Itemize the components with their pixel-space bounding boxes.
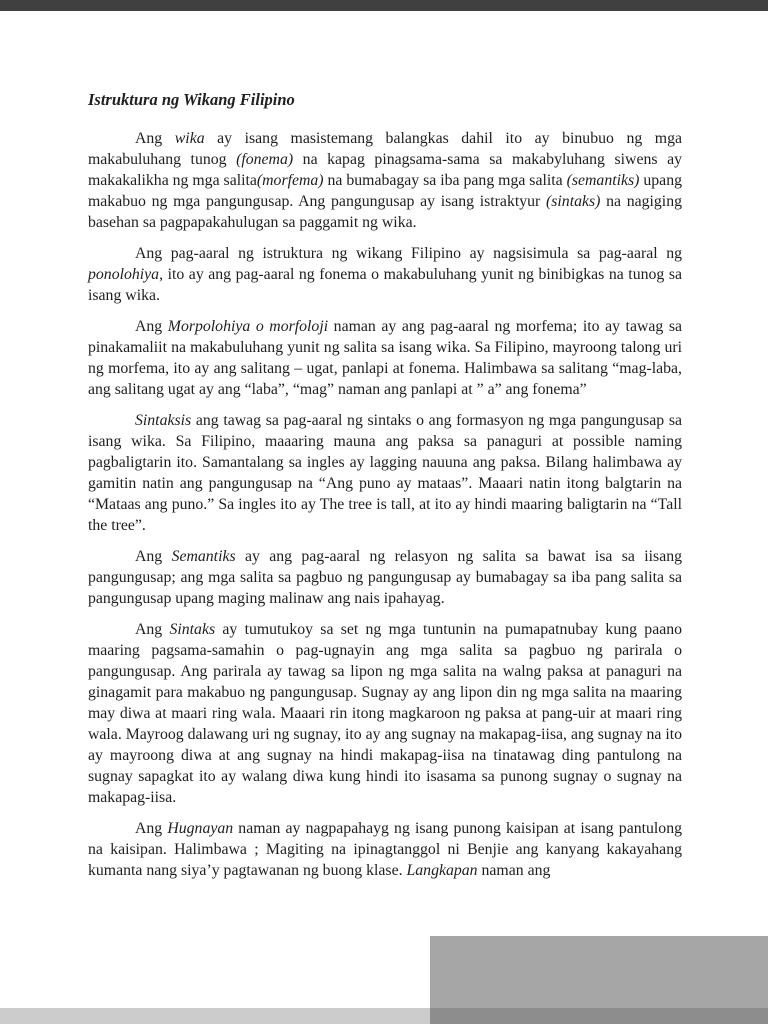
- paragraph: Ang Semantiks ay ang pag-aaral ng relasyon ng salita sa bawat isa sa iisang pangungusap; ang mga salita sa pagbuo ng pangungusap ay bumabagay sa iba pang salita sa pangungusap upang maging malinaw ang nais ipahayag.: [88, 548, 683, 607]
- paragraph: Ang pag-aaral ng istruktura ng wikang Filipino ay nagsisimula sa pag-aaral ng ponolohiya, ito ay ang pag-aaral ng fonema o makabuluhang yunit ng binibigkas na tunog sa isang wika.: [88, 245, 682, 304]
- viewer-top-bar: [0, 0, 768, 11]
- document-title: Istruktura ng Wikang Filipino: [88, 90, 295, 109]
- paragraph: Ang wika ay isang masistemang balangkas dahil ito ay binubuo ng mga makabuluhang tunog (fonema) na kapag pinagsama-sama sa makabyluhang siwens ay makakalikha ng mga salita(morfema) na bumabagay sa iba pang mga salita (semantiks) upang makabuo ng mga pangungusap. Ang pangungusap ay isang istraktyur (sintaks) na nagiging basehan sa pagpapakahulugan sa paggamit ng wika.: [88, 130, 682, 231]
- scanner-backing-right-block: [430, 936, 768, 1008]
- paragraph: Ang Hugnayan naman ay nagpapahayg ng isang punong kaisipan at isang pantulong na kaisipan. Halimbawa ; Magiting na ipinagtanggol ni Benjie ang kanyang kakayahang kumanta nang siya’y pagtawanan ng buong klase. Langkapan naman ang: [88, 820, 682, 879]
- paragraph: Sintaksis ang tawag sa pag-aaral ng sintaks o ang formasyon ng mga pangungusap sa isang wika. Sa Filipino, maaaring mauna ang paksa sa panaguri at possible naming pagbaligtarin ito. Samantalang sa ingles ay lagging nauuna ang paksa. Bilang halimbawa ay gamitin natin ang pangungusap na “Ang puno ay mataas”. Maaari natin itong balgtarin na “Mataas ang puno.” Sa ingles ito ay The tree is tall, at ito ay hindi maaring baligtarin na “Tall the tree”.: [88, 412, 682, 534]
- scanner-backing-bottom-left: [0, 1008, 430, 1024]
- scanner-backing-bottom-right: [430, 1008, 768, 1024]
- paragraph: Ang Sintaks ay tumutukoy sa set ng mga tuntunin na pumapatnubay kung paano maaring pagsama-samahin o pag-ugnayin ang mga salita sa pagbuo ng parirala o pangungusap. Ang parirala ay tawag sa lipon ng mga salita na walng paksa at panaguri na ginagamit para makabuo ng pangungusap. Sugnay ay ang lipon din ng mga salita na maaring may diwa at maari ring wala. Maaari rin itong magkaroon ng paksa at pang-uir at maari ring wala. Mayroog dalawang uri ng sugnay, ito ay ang sugnay na makapag-iisa, ang sugnay na ito ay mayroong diwa at ang sugnay na hindi makapag-iisa na tinatawag ding pantulong na sugnay sapagkat ito ay walang diwa kung hindi ito isasama sa punong sugnay o sugnay na makapag-iisa.: [88, 621, 683, 806]
- document-body: [88, 128, 682, 881]
- document-page: [88, 90, 682, 891]
- paragraph: Ang Morpolohiya o morfoloji naman ay ang pag-aaral ng morfema; ito ay tawag sa pinakamaliit na makabuluhang yunit ng salita sa isang wika. Sa Filipino, mayroong talong uri ng morfema, ito ay ang salitang – ugat, panlapi at fonema. Halimbawa sa salitang “mag-laba, ang salitang ugat ay ang “laba”, “mag” naman ang panlapi at ” a” ang fonema”: [88, 318, 682, 398]
